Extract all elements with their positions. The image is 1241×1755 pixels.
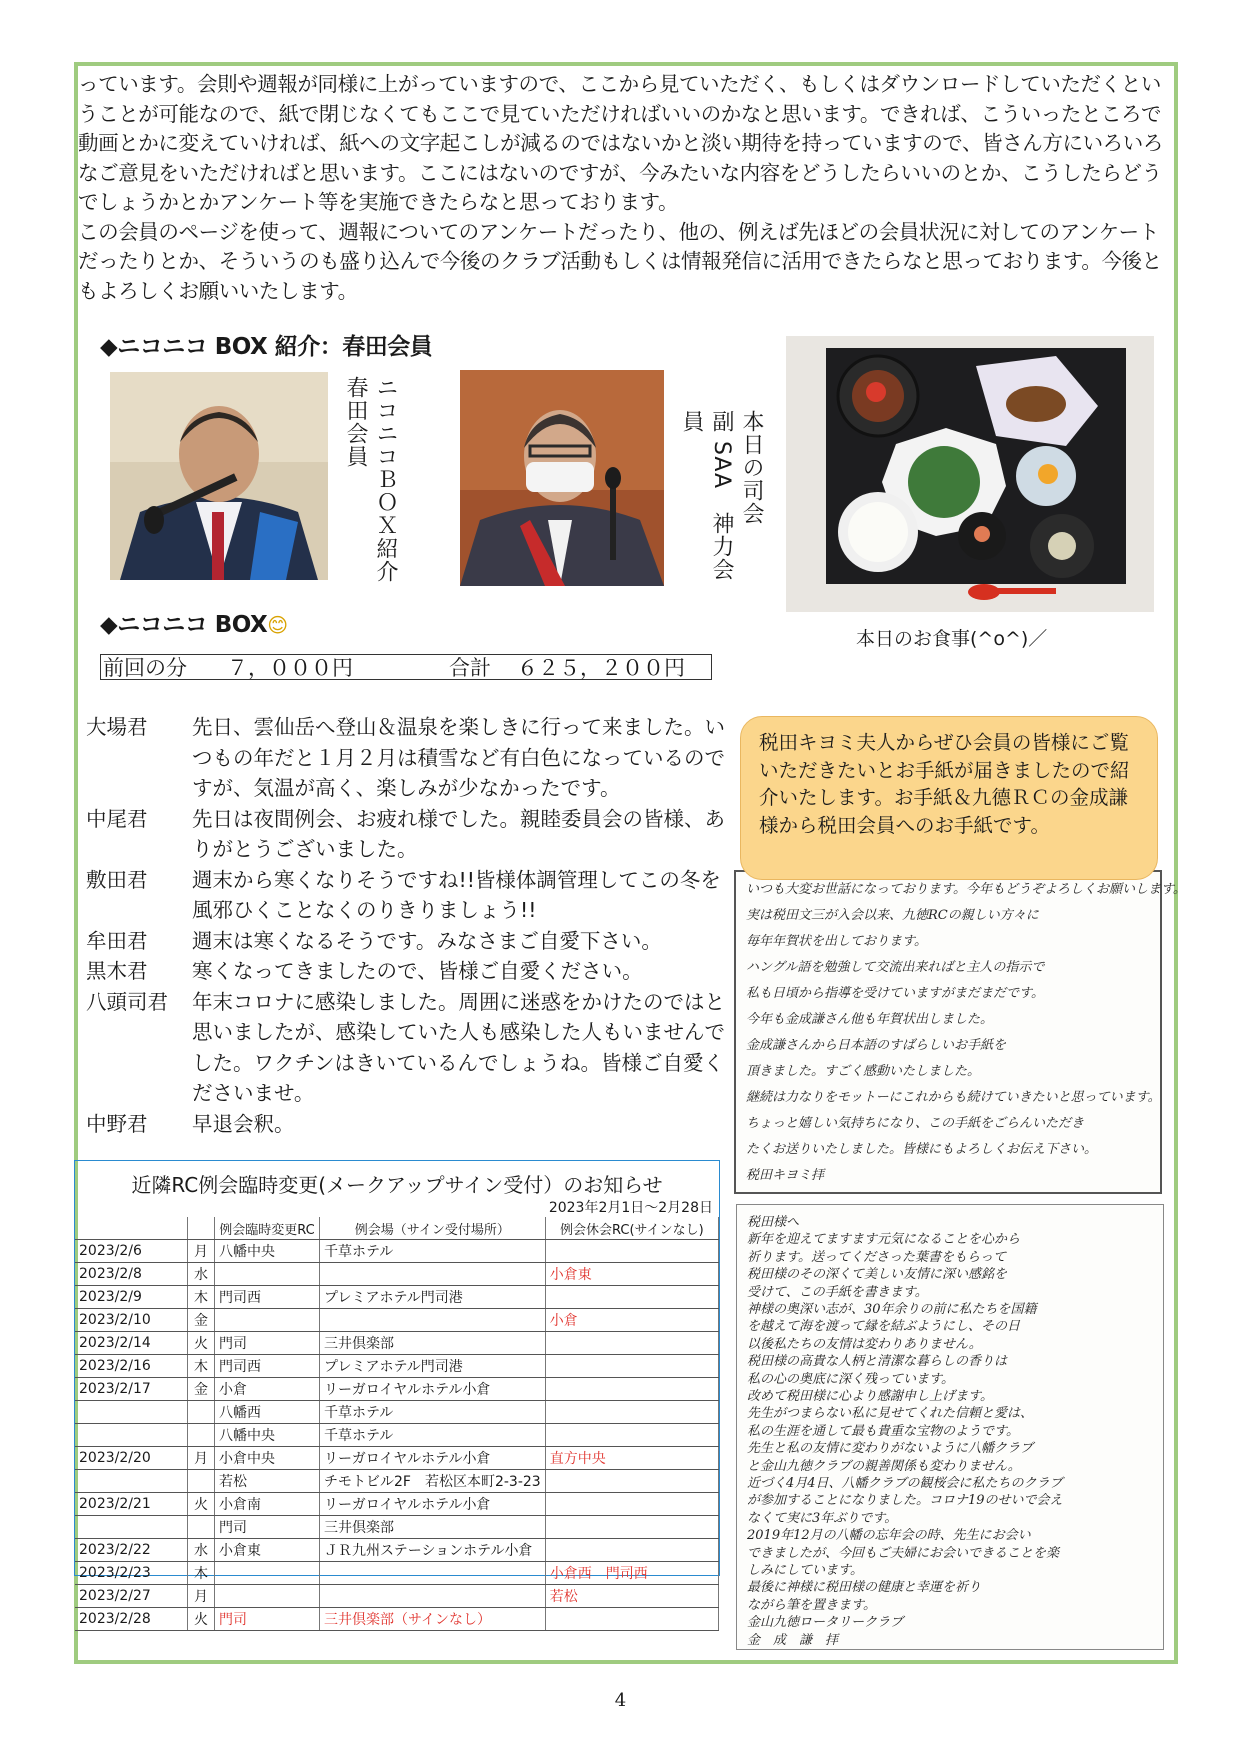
letter-line: できましたが、今回もご夫婦にお会いできることを楽 bbox=[747, 1545, 1060, 1561]
header-date bbox=[75, 1217, 188, 1240]
photo1-caption-line1: ニコニコＢＯＸ紹介 bbox=[373, 376, 398, 583]
cell-closed bbox=[545, 1470, 718, 1493]
message-item bbox=[86, 956, 726, 987]
cell-date bbox=[75, 1470, 188, 1493]
message-name: 中尾君 bbox=[86, 806, 148, 831]
cell-dow bbox=[188, 1424, 215, 1447]
message-name: 中野君 bbox=[86, 1111, 148, 1136]
message-text: 先日、雲仙岳へ登山＆温泉を楽しきに行って来ました。いつもの年だと１月２月は積雪など有白色になっているのですが、気温が高く、楽しみが少なかったです。 bbox=[192, 715, 725, 800]
photo2-caption-line2: 副 SAA 神力会員 bbox=[679, 410, 734, 582]
cell-closed: 直方中央 bbox=[545, 1447, 718, 1470]
cell-dow: 月 bbox=[188, 1447, 215, 1470]
cell-date: 2023/2/28 bbox=[75, 1608, 188, 1631]
message-text: 年末コロナに感染しました。周囲に迷惑をかけたのではと思いましたが、感染していた人も感染した人もいませんでした。ワクチンはきいているんでしょうね。皆様ご自愛くださいませ。 bbox=[192, 989, 725, 1105]
cell-dow: 月 bbox=[188, 1240, 215, 1263]
cell-date: 2023/2/6 bbox=[75, 1240, 188, 1263]
cell-venue bbox=[320, 1263, 546, 1286]
cell-rc: 若松 bbox=[215, 1470, 320, 1493]
letter-line: 新年を迎えてますます元気になることを心から bbox=[747, 1232, 1021, 1248]
photo1-caption-line2: 春田会員 bbox=[343, 376, 368, 468]
cell-closed bbox=[545, 1401, 718, 1424]
cell-closed: 若松 bbox=[545, 1585, 718, 1608]
cell-date: 2023/2/21 bbox=[75, 1493, 188, 1516]
message-name: 黒木君 bbox=[86, 959, 148, 983]
message-text: 寒くなってきましたので、皆様ご自愛ください。 bbox=[192, 959, 643, 983]
letter-line: 祈ります。送ってくださった葉書をもらって bbox=[747, 1249, 1006, 1265]
cell-date: 2023/2/23 bbox=[75, 1562, 188, 1585]
message-text: 先日は夜間例会、お疲れ様でした。親睦委員会の皆様、ありがとうございました。 bbox=[192, 806, 725, 861]
cell-dow: 月 bbox=[188, 1585, 215, 1608]
meal-photo bbox=[786, 336, 1154, 612]
cell-closed bbox=[545, 1378, 718, 1401]
cell-closed: 小倉西 門司西 bbox=[545, 1562, 718, 1585]
cell-closed: 小倉 bbox=[545, 1309, 718, 1332]
page-number: 4 bbox=[614, 1690, 627, 1711]
cell-venue: 千草ホテル bbox=[320, 1240, 546, 1263]
cell-dow: 木 bbox=[188, 1286, 215, 1309]
cell-rc: 門司西 bbox=[215, 1355, 320, 1378]
makeup-schedule-table bbox=[74, 1160, 720, 1628]
intro-paragraph-2: この会員のページを使って、週報についてのアンケートだったり、他の、例えば先ほどの会員状況に対してのアンケートだったりとか、そういうのも盛り込んで今後のクラブ活動もしくは情報発信に活用できたらなと思っております。今後ともよろしくお願いいたします。 bbox=[78, 219, 1162, 303]
table-row bbox=[75, 1585, 719, 1608]
cell-dow: 火 bbox=[188, 1332, 215, 1355]
message-item bbox=[86, 987, 726, 1109]
message-text: 週末は寒くなるそうです。みなさまご自愛下さい。 bbox=[192, 928, 662, 953]
table-header-row bbox=[75, 1217, 719, 1240]
message-name: 敷田君 bbox=[86, 867, 148, 892]
message-item bbox=[86, 1109, 726, 1140]
cell-venue: チモトビル2F 若松区本町2-3-23 bbox=[320, 1470, 546, 1493]
table-row bbox=[75, 1355, 719, 1378]
letter-line: 先生がつまらない私に見せてくれた信頼と愛は、 bbox=[747, 1406, 1034, 1422]
message-name: 牟田君 bbox=[86, 928, 148, 953]
schedule-table bbox=[75, 1217, 719, 1631]
cell-date: 2023/2/14 bbox=[75, 1332, 188, 1355]
letter-line: 以後私たちの友情は変わりありません。 bbox=[747, 1336, 982, 1352]
harada-member-photo bbox=[110, 372, 328, 580]
letter-line: 税田キヨミ拝 bbox=[746, 1168, 825, 1183]
cell-rc: 小倉東 bbox=[215, 1539, 320, 1562]
cell-date: 2023/2/17 bbox=[75, 1378, 188, 1401]
cell-dow: 水 bbox=[188, 1263, 215, 1286]
letter-line: 税田様の高貴な人柄と清潔な暮らしの香りは bbox=[747, 1354, 1008, 1370]
cell-date: 2023/2/27 bbox=[75, 1585, 188, 1608]
message-item bbox=[86, 804, 726, 865]
previous-label: 前回の分 bbox=[103, 656, 187, 680]
cell-venue: 千草ホテル bbox=[320, 1424, 546, 1447]
letter-notice-box: 税田キヨミ夫人からぜひ会員の皆様にご覧いただきたいとお手紙が届きましたので紹介いたします。お手紙＆九德ＲＣの金成謙様から税田会員へのお手紙です。 bbox=[740, 716, 1158, 880]
cell-rc: 八幡中央 bbox=[215, 1240, 320, 1263]
letter-line: ちょっと嬉しい気持ちになり、この手紙をごらんいただき bbox=[746, 1116, 1085, 1131]
letter-line: 2019年12月の八幡の忘年会の時、先生にお会い bbox=[747, 1528, 1031, 1544]
cell-closed bbox=[545, 1493, 718, 1516]
member-messages bbox=[86, 712, 726, 1139]
message-text: 週末から寒くなりそうですね!!皆様体調管理してこの冬を風邪ひくことなくのりきりましょう!! bbox=[192, 867, 721, 922]
cell-closed bbox=[545, 1608, 718, 1631]
letter-line: 金山九徳ロータリークラブ bbox=[747, 1615, 904, 1631]
letter-line: を越えて海を渡って縁を結ぶようにし、その日 bbox=[747, 1319, 1021, 1335]
kamiriki-member-photo bbox=[460, 370, 664, 586]
cell-dow bbox=[188, 1516, 215, 1539]
cell-venue: プレミアホテル門司港 bbox=[320, 1355, 546, 1378]
cell-rc bbox=[215, 1585, 320, 1608]
cell-date: 2023/2/9 bbox=[75, 1286, 188, 1309]
cell-closed bbox=[545, 1240, 718, 1263]
cell-venue bbox=[320, 1585, 546, 1608]
nico-box-header bbox=[100, 606, 288, 639]
cell-rc: 門司 bbox=[215, 1332, 320, 1355]
cell-dow: 火 bbox=[188, 1493, 215, 1516]
previous-amount: ７，０００円 bbox=[227, 656, 353, 680]
message-name: 大場君 bbox=[86, 715, 148, 739]
message-item bbox=[86, 865, 726, 926]
letter-line: と金山九徳クラブの親善関係も変わりません。 bbox=[747, 1458, 1021, 1474]
cell-venue: リーガロイヤルホテル小倉 bbox=[320, 1378, 546, 1401]
letter-line: たくお送りいたしました。皆様にもよろしくお伝え下さい。 bbox=[746, 1142, 1098, 1157]
cell-rc: 八幡中央 bbox=[215, 1424, 320, 1447]
cell-venue: 千草ホテル bbox=[320, 1401, 546, 1424]
photo2-caption-line1: 本日の司会 bbox=[739, 410, 764, 525]
letter-line: 金 成 謙 拝 bbox=[747, 1632, 839, 1648]
cell-venue: リーガロイヤルホテル小倉 bbox=[320, 1447, 546, 1470]
header-venue: 例会場（サイン受付場所） bbox=[320, 1217, 546, 1240]
cell-closed bbox=[545, 1539, 718, 1562]
photo1-caption bbox=[340, 376, 400, 586]
table-row bbox=[75, 1470, 719, 1493]
letter-line: 改めて税田様に心より感謝申し上げます。 bbox=[747, 1389, 993, 1404]
cell-rc: 小倉 bbox=[215, 1378, 320, 1401]
table-row bbox=[75, 1332, 719, 1355]
letter-line: 神様の奥深い志が、30年余りの前に私たちを国籍 bbox=[747, 1302, 1037, 1317]
table-title: 近隣RC例会臨時変更(メークアップサイン受付）のお知らせ bbox=[131, 1173, 663, 1197]
letter-line: 私の心の奥底に深く残っています。 bbox=[747, 1371, 954, 1387]
cell-date: 2023/2/8 bbox=[75, 1263, 188, 1286]
cell-date bbox=[75, 1424, 188, 1447]
letter-line: いつも大変お世話になっております。今年もどうぞよろしくお願いします。 bbox=[746, 882, 1186, 897]
cell-closed bbox=[545, 1424, 718, 1447]
table-row bbox=[75, 1447, 719, 1470]
letter-line: が参加することになりました。コロナ19のせいで会え bbox=[747, 1493, 1063, 1509]
cell-date: 2023/2/16 bbox=[75, 1355, 188, 1378]
letter-line: 税田様へ bbox=[747, 1215, 800, 1230]
cell-closed: 小倉東 bbox=[545, 1263, 718, 1286]
table-row bbox=[75, 1608, 719, 1631]
cell-date bbox=[75, 1401, 188, 1424]
handwritten-letter-1 bbox=[734, 870, 1186, 1194]
table-row bbox=[75, 1562, 719, 1585]
cell-date: 2023/2/20 bbox=[75, 1447, 188, 1470]
total-label: 合計 bbox=[449, 656, 491, 680]
cell-rc: 門司 bbox=[215, 1608, 320, 1631]
cell-dow: 木 bbox=[188, 1562, 215, 1585]
letter-line: ながら筆を置きます。 bbox=[747, 1597, 876, 1613]
cell-dow: 水 bbox=[188, 1539, 215, 1562]
cell-venue: 三井倶楽部（サインなし） bbox=[320, 1608, 546, 1631]
letter-line: なくて実に3年ぶりです。 bbox=[747, 1510, 898, 1526]
cell-dow bbox=[188, 1470, 215, 1493]
cell-venue bbox=[320, 1562, 546, 1585]
letter-line: 頂きました。すごく感動いたしました。 bbox=[746, 1064, 981, 1079]
cell-dow: 金 bbox=[188, 1378, 215, 1401]
letter-line: ハングル語を勉強して交流出来ればと主人の指示で bbox=[746, 960, 1045, 975]
table-row bbox=[75, 1401, 719, 1424]
cell-rc bbox=[215, 1562, 320, 1585]
photo2-caption bbox=[676, 410, 766, 600]
nico-box-header-text: ◆ニコニコ BOX bbox=[100, 612, 268, 638]
cell-closed bbox=[545, 1286, 718, 1309]
letter-line: 私も日頃から指導を受けていますがまだまだです。 bbox=[746, 986, 1044, 1001]
letter-line: 今年も金成謙さん他も年賀状出しました。 bbox=[746, 1012, 994, 1027]
cell-venue: 三井倶楽部 bbox=[320, 1332, 546, 1355]
message-text: 早退会釈。 bbox=[192, 1111, 295, 1136]
intro-text bbox=[78, 70, 1168, 306]
smile-icon: 😊 bbox=[267, 613, 288, 637]
cell-rc: 小倉中央 bbox=[215, 1447, 320, 1470]
cell-rc bbox=[215, 1263, 320, 1286]
handwritten-letter-2 bbox=[736, 1204, 1164, 1650]
cell-rc: 八幡西 bbox=[215, 1401, 320, 1424]
cell-dow: 木 bbox=[188, 1355, 215, 1378]
letter-line: 受けて、この手紙を書きます。 bbox=[747, 1284, 928, 1300]
cell-dow bbox=[188, 1401, 215, 1424]
cell-venue: プレミアホテル門司港 bbox=[320, 1286, 546, 1309]
table-row bbox=[75, 1240, 719, 1263]
cell-rc bbox=[215, 1309, 320, 1332]
cell-rc: 門司西 bbox=[215, 1286, 320, 1309]
nico-box-ledger bbox=[100, 654, 712, 680]
letter-line: 継続は力なりをモットーにこれからも続けていきたいと思っています。 bbox=[746, 1090, 1161, 1105]
cell-rc: 門司 bbox=[215, 1516, 320, 1539]
table-row bbox=[75, 1539, 719, 1562]
cell-venue: 三井倶楽部 bbox=[320, 1516, 546, 1539]
table-row bbox=[75, 1493, 719, 1516]
message-item bbox=[86, 712, 726, 804]
cell-closed bbox=[545, 1332, 718, 1355]
letter-line: 税田様のその深くて美しい友情に深い感銘を bbox=[747, 1267, 1008, 1283]
cell-rc: 小倉南 bbox=[215, 1493, 320, 1516]
letter-line: 近づく4月4日、八幡クラブの観桜会に私たちのクラブ bbox=[747, 1476, 1063, 1491]
cell-date: 2023/2/22 bbox=[75, 1539, 188, 1562]
letter-line: 最後に神様に税田様の健康と幸運を祈り bbox=[747, 1580, 982, 1596]
total-amount: ６２５，２００円 bbox=[517, 656, 685, 680]
letter-line: 毎年年賀状を出しております。 bbox=[746, 934, 927, 949]
table-row bbox=[75, 1286, 719, 1309]
letter-line: 先生と私の友情に変わりがないように八幡クラブ bbox=[747, 1441, 1034, 1457]
header-closed: 例会休会RC(サインなし) bbox=[545, 1217, 718, 1240]
cell-venue: リーガロイヤルホテル小倉 bbox=[320, 1493, 546, 1516]
table-row bbox=[75, 1309, 719, 1332]
table-row bbox=[75, 1424, 719, 1447]
header-rc: 例会臨時変更RC bbox=[215, 1217, 320, 1240]
letter-line: 私の生涯を通して最も貴重な宝物のようです。 bbox=[747, 1423, 1019, 1439]
meal-caption: 本日のお食事(^o^)／ bbox=[856, 628, 1048, 650]
table-row bbox=[75, 1378, 719, 1401]
cell-dow: 金 bbox=[188, 1309, 215, 1332]
table-period: 2023年2月1日～2月28日 bbox=[548, 1200, 713, 1216]
letter-line: 実は税田文三が入会以来、九徳RCの親しい方々に bbox=[746, 908, 1039, 923]
letter-line: 金成謙さんから日本語のすばらしいお手紙を bbox=[746, 1038, 1007, 1053]
cell-dow: 火 bbox=[188, 1608, 215, 1631]
cell-date: 2023/2/10 bbox=[75, 1309, 188, 1332]
nico-intro-header: ◆ニコニコ BOX 紹介：春田会員 bbox=[100, 334, 433, 360]
cell-venue: ＪＲ九州ステーションホテル小倉 bbox=[320, 1539, 546, 1562]
cell-closed bbox=[545, 1516, 718, 1539]
table-row bbox=[75, 1263, 719, 1286]
message-name: 八頭司君 bbox=[86, 989, 168, 1014]
header-dow bbox=[188, 1217, 215, 1240]
cell-venue bbox=[320, 1309, 546, 1332]
message-item bbox=[86, 926, 726, 957]
intro-paragraph-1: っています。会則や週報が同様に上がっていますので、ここから見ていただく、もしくはダウンロードしていただくということが可能なので、紙で閉じなくてもここで見ていただければいいのかなと思います。できれば、こういったところで動画とかに変えていければ、紙への文字起こしが減るのではないかと淡い期待を持っていますので、皆さん方にいろいろなご意見をいただければと思います。ここにはないのですが、今みたいな内容をどうしたらいいのとか、こうしたらどうでしょうかとかアンケート等を実施できたらなと思っております。 bbox=[78, 72, 1163, 214]
letter-line: しみにしています。 bbox=[747, 1563, 863, 1578]
table-row bbox=[75, 1516, 719, 1539]
cell-closed bbox=[545, 1355, 718, 1378]
cell-date bbox=[75, 1516, 188, 1539]
